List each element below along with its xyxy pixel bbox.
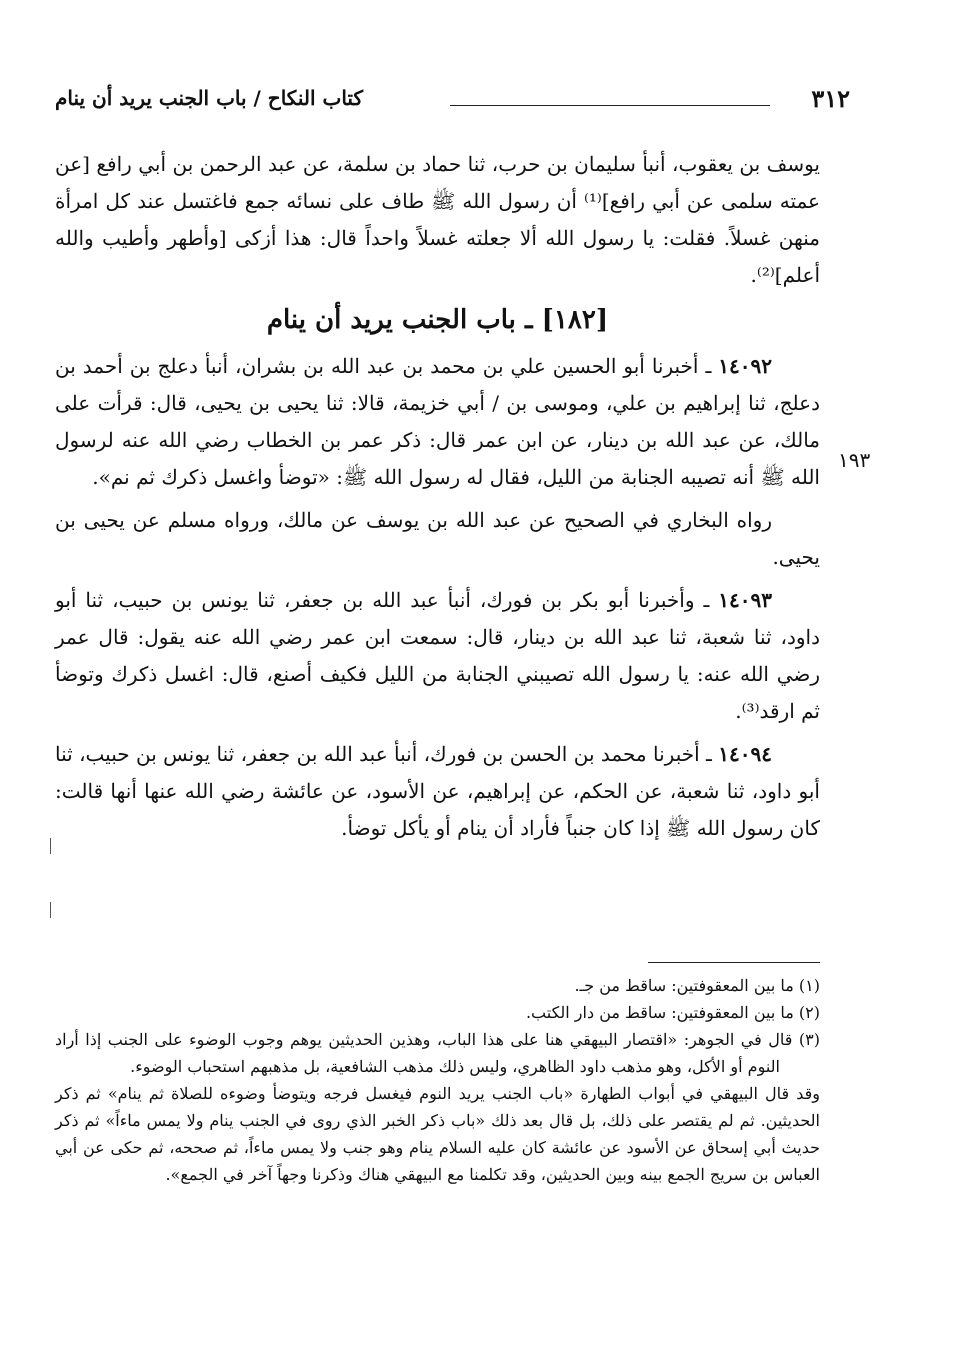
hadith-14093 — [55, 582, 820, 730]
margin-tick — [50, 838, 51, 854]
main-text — [55, 146, 820, 847]
section-title: [١٨٢] ـ باب الجنب يريد أن ينام — [266, 305, 609, 335]
hadith-14092 — [55, 348, 820, 496]
footnote-3-continuation: وقد قال البيهقي في أبواب الطهارة «باب الجنب يريد النوم فيغسل فرجه ويتوضأ وضوءه للصلاة ثم ينام» ثم ذكر الحديثين. ثم لم يقتصر على ذلك، بل قال بعد ذلك «باب ذكر الخبر الذي روى في الجنب ينام ولا يمس ماءاً» ثم ذكر حديث أبي إسحاق عن الأسود عن عائشة كان عليه السلام ينام وهو جنب ولا يمس ماءاً، ثم صححه، ثم حكى عن أبي العباس بن سريج الجمع بينه وبين الحديثين، وقد تكلمنا مع البيهقي هناك وذكرنا وجهاً آخر في الجمع». — [55, 1084, 820, 1184]
hadith-text: ـ أخبرنا أبو الحسين علي بن محمد بن عبد الله بن بشران، أنبأ دعلج بن أحمد بن دعلج، ثنا إبراهيم بن علي، وموسى بن / أبي خزيمة، قالا: ثنا يحيى بن يحيى، قال: قرأت على مالك، عن عبد الله بن دينار، عن ابن عمر قال: ذكر عمر بن الخطاب رضي الله عنه لرسول الله ﷺ أنه تصيبه الجنابة من الليل، فقال له رسول الله ﷺ: «توضأ واغسل ذكرك ثم نم». — [55, 354, 820, 489]
page-number: ٣١٢ — [811, 84, 850, 113]
hadith-number: ١٤٠٩٢ — [718, 354, 772, 378]
footnote-rule — [648, 962, 820, 963]
hadith-commentary — [55, 502, 820, 576]
hadith-number: ١٤٠٩٣ — [718, 588, 772, 612]
hadith-number: ١٤٠٩٤ — [718, 742, 772, 766]
hadith-text: رواه البخاري في الصحيح عن عبد الله بن يوسف عن مالك، ورواه مسلم عن يحيى بن يحيى. — [55, 508, 820, 569]
manuscript-page-marker: ١٩٣ — [838, 448, 871, 472]
intro-paragraph: يوسف بن يعقوب، أنبأ سليمان بن حرب، ثنا حماد بن سلمة، عن عبد الرحمن بن أبي رافع [عن عمته سلمى عن أبي رافع]⁽¹⁾ أن رسول الله ﷺ طاف على نسائه جمع فاغتسل عند كل امرأة منهن غسلاً. فقلت: يا رسول الله ألا جعلته غسلاً واحداً قال: هذا أزكى [وأطهر وأطيب والله أعلم]⁽²⁾. — [55, 152, 820, 287]
hadith-text: ـ أخبرنا محمد بن الحسن بن فورك، أنبأ عبد الله بن جعفر، ثنا يونس بن حبيب، ثنا أبو داود، ثنا شعبة، عن الحكم، عن إبراهيم، عن الأسود، عن عائشة رضي الله عنها أنها قالت: كان رسول الله ﷺ إذا كان جنباً فأراد أن ينام أو يأكل توضأ. — [55, 742, 820, 840]
hadith-14094 — [55, 736, 820, 847]
footnotes — [55, 972, 820, 1188]
hadith-text: ـ وأخبرنا أبو بكر بن فورك، أنبأ عبد الله بن جعفر، ثنا يونس بن حبيب، ثنا أبو داود، ثنا شعبة، ثنا عبد الله بن دينار، قال: سمعت ابن عمر رضي الله عنه يقول: قال عمر رضي الله عنه: يا رسول الله تصيبني الجنابة من الليل فكيف أصنع، قال: اغسل ذكرك وتوضأ ثم ارقد⁽³⁾. — [55, 588, 820, 723]
margin-tick — [50, 902, 51, 918]
running-title: كتاب النكاح / باب الجنب يريد أن ينام — [55, 86, 363, 110]
footnote-3: (٣) قال في الجوهر: «اقتصار البيهقي هنا على هذا الباب، وهذين الحديثين يوهم وجوب الوضوء على الجنب إذا أراد النوم أو الأكل، وهو مذهب داود الظاهري، وليس ذلك مذهب الشافعية، بل مذهبهم استحباب الوضوء. — [55, 1030, 820, 1076]
page-header — [55, 84, 850, 116]
header-rule — [450, 105, 770, 106]
footnote-2: (٢) ما بين المعقوفتين: ساقط من دار الكتب. — [525, 1003, 820, 1022]
footnote-1: (١) ما بين المعقوفتين: ساقط من جـ. — [574, 976, 820, 995]
